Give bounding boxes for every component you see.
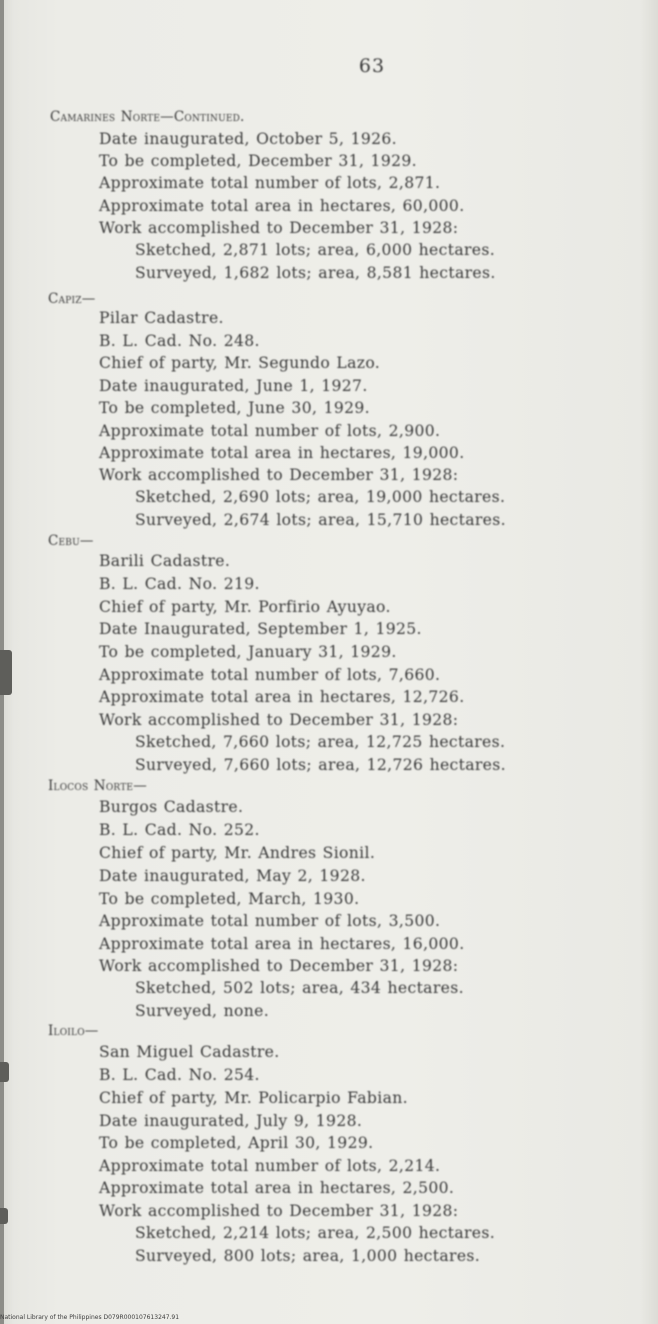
entry-line: San Miguel Cadastre. bbox=[99, 1043, 280, 1061]
entry-line: To be completed, March, 1930. bbox=[99, 890, 360, 908]
binding-clip bbox=[0, 1208, 8, 1224]
entry-line: Approximate total area in hectares, 2,500. bbox=[99, 1179, 455, 1197]
entry-line: Date inaugurated, October 5, 1926. bbox=[99, 130, 397, 148]
entry-line: To be completed, December 31, 1929. bbox=[99, 152, 417, 170]
entry-line: Chief of party, Mr. Segundo Lazo. bbox=[99, 354, 381, 372]
work-line: Surveyed, 2,674 lots; area, 15,710 hectares. bbox=[135, 511, 506, 529]
section-heading: Ilocos Norte— bbox=[48, 778, 147, 794]
archive-footer: National Library of the Philippines D079R000107613247.91 bbox=[0, 1314, 180, 1321]
entry-line: Approximate total number of lots, 2,214. bbox=[99, 1157, 441, 1175]
entry-line: To be completed, January 31, 1929. bbox=[99, 643, 397, 661]
work-line: Sketched, 2,214 lots; area, 2,500 hectares. bbox=[135, 1224, 496, 1242]
page-number: 63 bbox=[358, 55, 386, 77]
work-line: Sketched, 502 lots; area, 434 hectares. bbox=[135, 979, 464, 997]
work-line: Sketched, 7,660 lots; area, 12,725 hectares. bbox=[135, 733, 506, 751]
entry-line: Work accomplished to December 31, 1928: bbox=[99, 219, 459, 237]
binding-clip bbox=[0, 1062, 9, 1082]
entry-line: To be completed, June 30, 1929. bbox=[99, 399, 370, 417]
entry-line: Chief of party, Mr. Andres Sionil. bbox=[99, 844, 376, 862]
entry-line: Chief of party, Mr. Policarpio Fabian. bbox=[99, 1089, 408, 1107]
entry-line: Burgos Cadastre. bbox=[99, 798, 244, 816]
work-line: Surveyed, none. bbox=[135, 1002, 270, 1020]
entry-line: Date inaugurated, July 9, 1928. bbox=[99, 1112, 363, 1130]
section-heading: Iloilo— bbox=[48, 1023, 99, 1039]
entry-line: Approximate total number of lots, 3,500. bbox=[99, 912, 441, 930]
entry-line: Approximate total area in hectares, 60,000. bbox=[99, 197, 465, 215]
entry-line: Approximate total area in hectares, 16,000. bbox=[99, 935, 465, 953]
entry-line: Barili Cadastre. bbox=[99, 552, 231, 570]
entry-line: B. L. Cad. No. 219. bbox=[99, 575, 260, 593]
entry-line: Date inaugurated, June 1, 1927. bbox=[99, 377, 368, 395]
entry-line: To be completed, April 30, 1929. bbox=[99, 1134, 374, 1152]
entry-line: Approximate total area in hectares, 12,726. bbox=[99, 688, 465, 706]
entry-line: Approximate total area in hectares, 19,000. bbox=[99, 444, 465, 462]
entry-line: Work accomplished to December 31, 1928: bbox=[99, 1202, 459, 1220]
section-heading: Camarines Norte—Continued. bbox=[50, 109, 245, 125]
work-line: Surveyed, 7,660 lots; area, 12,726 hectares. bbox=[135, 756, 506, 774]
entry-line: B. L. Cad. No. 248. bbox=[99, 332, 260, 350]
work-line: Sketched, 2,871 lots; area, 6,000 hectares. bbox=[135, 241, 496, 259]
entry-line: Approximate total number of lots, 2,900. bbox=[99, 422, 441, 440]
entry-line: B. L. Cad. No. 254. bbox=[99, 1066, 260, 1084]
entry-line: Approximate total number of lots, 7,660. bbox=[99, 666, 441, 684]
section-heading: Capiz— bbox=[48, 291, 96, 307]
work-line: Sketched, 2,690 lots; area, 19,000 hectares. bbox=[135, 488, 506, 506]
entry-line: B. L. Cad. No. 252. bbox=[99, 821, 260, 839]
entry-line: Approximate total number of lots, 2,871. bbox=[99, 174, 441, 192]
entry-line: Work accomplished to December 31, 1928: bbox=[99, 711, 459, 729]
section-heading: Cebu— bbox=[48, 533, 94, 549]
entry-line: Work accomplished to December 31, 1928: bbox=[99, 957, 459, 975]
entry-line: Chief of party, Mr. Porfirio Ayuyao. bbox=[99, 598, 391, 616]
entry-line: Date Inaugurated, September 1, 1925. bbox=[99, 620, 422, 638]
entry-line: Work accomplished to December 31, 1928: bbox=[99, 466, 459, 484]
work-line: Surveyed, 800 lots; area, 1,000 hectares. bbox=[135, 1247, 481, 1265]
entry-line: Date inaugurated, May 2, 1928. bbox=[99, 867, 366, 885]
work-line: Surveyed, 1,682 lots; area, 8,581 hectares. bbox=[135, 264, 496, 282]
entry-line: Pilar Cadastre. bbox=[99, 309, 224, 327]
binding-clip bbox=[0, 650, 12, 695]
